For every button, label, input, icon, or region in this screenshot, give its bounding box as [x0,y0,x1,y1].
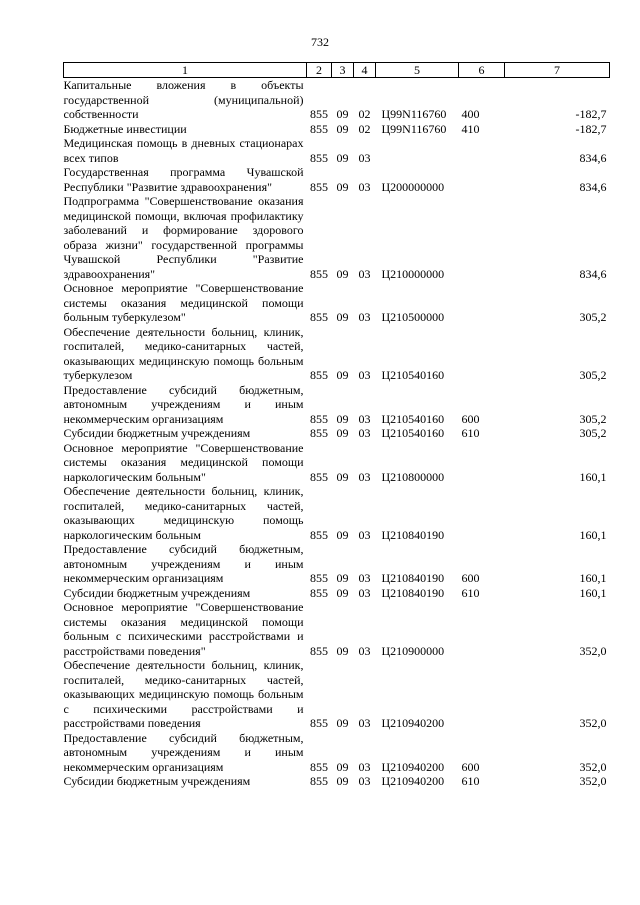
row-col-3: 09 [336,643,349,658]
row-col-4: 03 [358,310,371,324]
row-col-4: 03 [358,759,371,774]
row-col-6 [459,165,505,194]
table-row [64,325,610,383]
row-col-6 [459,281,505,325]
table-row [64,281,610,325]
row-col-3: 09 [336,774,349,788]
table-row [64,78,610,122]
row-col-4: 03 [358,774,371,788]
row-col-6: 410 [461,121,480,136]
row-code: Ц210840190 [381,585,445,600]
row-col-6 [459,441,505,485]
table-row [64,136,610,165]
row-amount: 352,0 [579,643,607,658]
row-amount: 352,0 [579,716,607,730]
row-name: Капитальные вложения в объекты государственной (муниципальной) собственности [63,78,304,121]
row-col-3: 09 [336,716,349,730]
row-name: Подпрограмма "Совершенствование оказания медицинской помощи, включая профилактику заболеваний и формирование здорового образа жизни" государственной программы Чувашской Республики "Развитие здравоохранения" [63,194,304,281]
row-col-3: 09 [336,759,349,774]
row-name: Медицинская помощь в дневных стационарах всех типов [63,136,304,165]
row-col-4: 03 [358,469,371,484]
row-col-3: 09 [336,469,349,484]
row-col-2: 855 [310,368,328,382]
row-col-3: 09 [336,571,349,585]
row-amount: 834,6 [579,266,607,281]
budget-table [63,62,610,789]
row-col-3: 09 [336,150,349,165]
row-code: Ц210540160 [381,426,445,440]
row-col-2: 855 [310,121,328,136]
row-col-2: 855 [310,310,328,324]
row-name: Обеспечение деятельности больниц, клиник, госпиталей, медико-санитарных частей, оказывающих медицинскую помощь наркологическим больным [63,484,304,542]
header-col-4: 4 [354,63,376,78]
row-name: Обеспечение деятельности больниц, клиник, госпиталей, медико-санитарных частей, оказывающих медицинскую помощь больным с психическими расстройствами и расстройствами поведения [63,658,304,730]
header-col-1: 1 [64,63,307,78]
row-col-3: 09 [336,368,349,382]
table-row [64,586,610,601]
row-col-2: 855 [310,643,328,658]
row-name: Основное мероприятие "Совершенствование системы оказания медицинской помощи наркологическим больным" [63,440,304,484]
row-col-3: 09 [336,179,349,194]
table-row [64,194,610,281]
row-amount: 352,0 [579,774,607,788]
row-name: Предоставление субсидий бюджетным, автономным учреждениям и иным некоммерческим организациям [63,382,304,426]
table-row [64,484,610,542]
row-col-4: 03 [358,266,371,281]
row-col-6: 600 [461,759,480,774]
header-row [64,63,610,78]
row-col-2: 855 [310,774,328,788]
row-code: Ц210840190 [381,527,445,542]
header-col-7: 7 [505,63,610,78]
row-code: Ц210800000 [381,469,445,484]
row-amount: 834,6 [579,179,607,194]
row-name: Субсидии бюджетным учреждениям [63,585,251,600]
header-col-5: 5 [376,63,459,78]
table-row [64,774,610,789]
row-code [376,136,459,165]
header-col-2: 2 [307,63,332,78]
row-col-2: 855 [310,571,328,585]
row-name: Субсидии бюджетным учреждениям [63,774,251,788]
table-row [64,441,610,485]
row-col-4: 02 [358,121,371,136]
row-code: Ц210940200 [381,716,445,730]
row-col-2: 855 [310,411,328,426]
row-col-4: 03 [358,585,371,600]
row-amount: -182,7 [575,121,607,136]
row-amount: 352,0 [579,759,607,774]
row-code: Ц210540160 [381,368,445,382]
row-col-3: 09 [336,585,349,600]
row-code: Ц99N116760 [381,121,447,136]
table-row [64,426,610,441]
row-col-2: 855 [310,585,328,600]
row-amount: 160,1 [579,585,607,600]
row-col-2: 855 [310,107,328,121]
row-col-2: 855 [310,266,328,281]
table-body [64,78,610,789]
row-col-2: 855 [310,179,328,194]
row-col-3: 09 [336,121,349,136]
header-col-3: 3 [332,63,354,78]
row-code: Ц210940200 [381,774,445,788]
row-col-6: 610 [461,426,480,440]
row-code: Ц99N116760 [381,107,447,121]
row-col-4: 03 [358,643,371,658]
row-amount: 305,2 [579,368,607,382]
row-amount: 160,1 [579,469,607,484]
table-row [64,122,610,137]
row-col-2: 855 [310,150,328,165]
row-amount: -182,7 [575,107,607,121]
row-name: Основное мероприятие "Совершенствование системы оказания медицинской помощи больным туберкулезом" [63,281,304,324]
row-col-4: 03 [358,716,371,730]
row-col-6 [459,484,505,542]
row-amount: 305,2 [579,426,607,440]
row-name: Государственная программа Чувашской Республики "Развитие здравоохранения" [63,165,304,194]
row-col-6: 610 [461,774,480,788]
row-col-4: 03 [358,368,371,382]
row-col-6: 400 [461,107,480,121]
row-col-3: 09 [336,107,349,121]
row-col-3: 09 [336,411,349,426]
row-col-4: 03 [358,571,371,585]
row-col-4: 03 [358,411,371,426]
table-row [64,542,610,586]
table-header [64,63,610,78]
row-col-6 [459,325,505,383]
row-col-6 [459,136,505,165]
row-amount: 305,2 [579,310,607,324]
row-col-6: 600 [461,571,480,585]
row-code: Ц200000000 [381,179,445,194]
row-col-4: 03 [358,426,371,440]
row-code: Ц210900000 [381,643,445,658]
row-col-3: 09 [336,266,349,281]
row-col-4: 03 [358,179,371,194]
row-col-6: 610 [461,585,480,600]
row-amount: 305,2 [579,411,607,426]
row-col-4: 03 [358,527,371,542]
row-code: Ц210840190 [381,571,445,585]
table-row [64,600,610,658]
row-name: Обеспечение деятельности больниц, клиник, госпиталей, медико-санитарных частей, оказывающих медицинскую помощь больным туберкулезом [63,324,304,382]
page-number: 732 [311,35,329,49]
row-code: Ц210540160 [381,411,445,426]
row-col-6 [459,658,505,731]
row-col-4: 02 [358,107,371,121]
row-amount: 160,1 [579,571,607,585]
row-code: Ц210500000 [381,310,445,324]
row-col-2: 855 [310,759,328,774]
table-row [64,383,610,427]
row-col-3: 09 [336,426,349,440]
row-col-4: 03 [358,150,371,165]
table-row [64,731,610,775]
row-code: Ц210940200 [381,759,445,774]
row-col-2: 855 [310,527,328,542]
row-code: Ц210000000 [381,266,445,281]
row-name: Бюджетные инвестиции [63,121,187,136]
row-col-2: 855 [310,469,328,484]
table-row [64,658,610,731]
row-col-2: 855 [310,716,328,730]
row-col-3: 09 [336,527,349,542]
row-col-3: 09 [336,310,349,324]
table-row [64,165,610,194]
row-name: Предоставление субсидий бюджетным, автономным учреждениям и иным некоммерческим организациям [63,730,304,774]
row-name: Субсидии бюджетным учреждениям [63,426,251,440]
row-name: Предоставление субсидий бюджетным, автономным учреждениям и иным некоммерческим организациям [63,542,304,585]
row-col-6 [459,194,505,281]
row-amount: 160,1 [579,527,607,542]
row-name: Основное мероприятие "Совершенствование системы оказания медицинской помощи больным с психическими расстройствами и расстройствами поведения" [63,600,304,658]
row-col-6: 600 [461,411,480,426]
row-amount: 834,6 [579,150,607,165]
row-col-6 [459,600,505,658]
row-col-2: 855 [310,426,328,440]
header-col-6: 6 [459,63,505,78]
